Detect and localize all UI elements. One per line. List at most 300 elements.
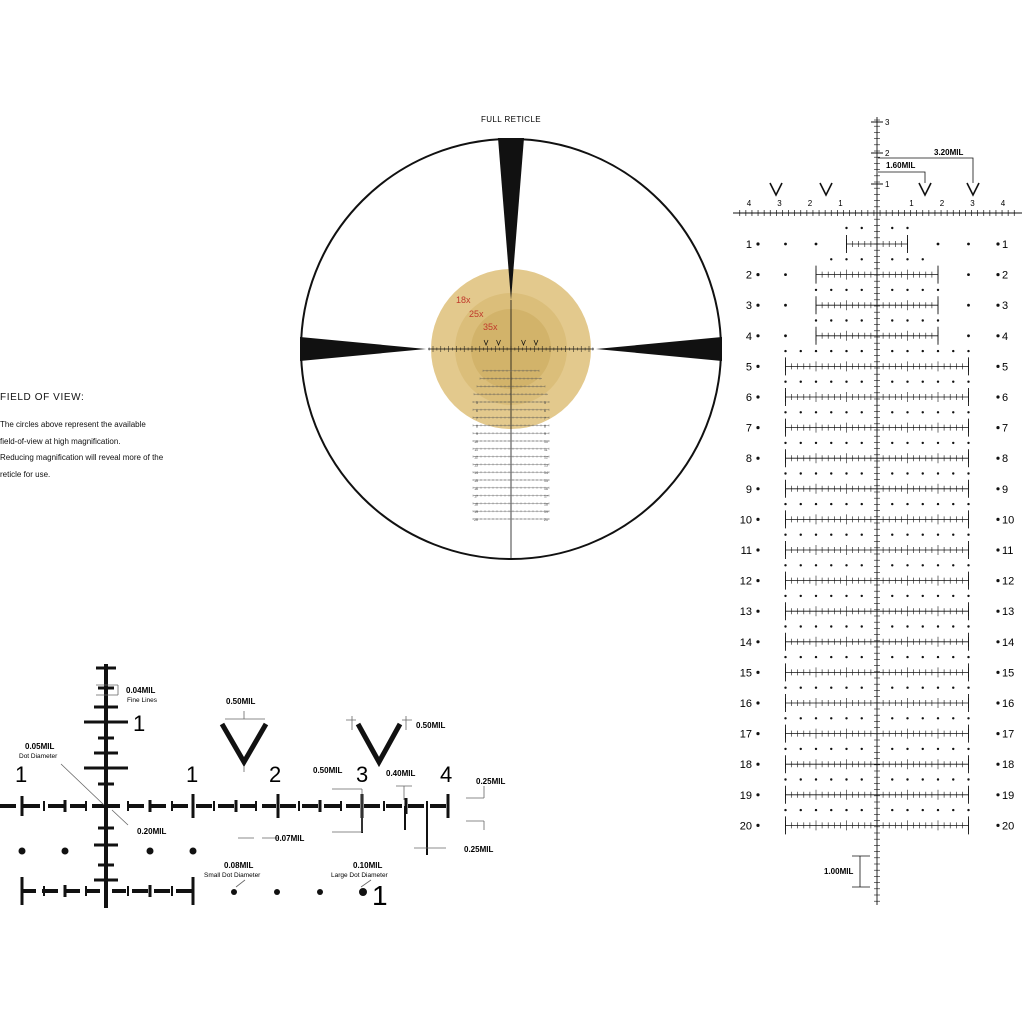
tree-half-dot: [967, 472, 969, 474]
tree-half-dot: [830, 503, 832, 505]
tree-half-dot: [815, 564, 817, 566]
tree-row-label-right: 19: [1002, 789, 1015, 802]
tree-edge-dot: [756, 793, 759, 796]
tree-half-dot: [830, 350, 832, 352]
mini-row-label: 18: [544, 502, 548, 507]
tree-half-dot: [891, 442, 893, 444]
tree-half-dot: [845, 472, 847, 474]
tree-half-dot: [800, 778, 802, 780]
tree-half-dot: [830, 687, 832, 689]
detail-b-tick: [192, 877, 195, 905]
tree-half-dot: [952, 442, 954, 444]
mini-row-label: 5: [544, 401, 546, 405]
tree-half-dot: [800, 687, 802, 689]
tree-half-dot: [922, 258, 924, 260]
tree-edge-dot: [756, 487, 759, 490]
tree-half-dot: [906, 534, 908, 536]
tree-half-dot: [800, 442, 802, 444]
detail-b-tick: [149, 885, 152, 897]
detail-b-segment: [22, 889, 36, 893]
tree-edge-dot: [756, 457, 759, 460]
detail-h-segment: [92, 804, 104, 808]
tree-half-dot: [952, 350, 954, 352]
mini-row-label: 14: [474, 471, 478, 476]
tree-half-dot: [815, 503, 817, 505]
tree-row-label-right: 17: [1002, 728, 1015, 741]
detail-small-dot: [317, 889, 323, 895]
detail-h-segment: [240, 804, 256, 808]
detail-vertical-hash: [94, 844, 118, 847]
tree-edge-dot: [996, 273, 999, 276]
tree-half-dot: [922, 564, 924, 566]
tree-half-dot: [815, 534, 817, 536]
tree-edge-dot: [756, 395, 759, 398]
tree-half-dot: [952, 778, 954, 780]
tree-half-dot: [967, 350, 969, 352]
tree-edge-dot: [996, 304, 999, 307]
tree-row-label-right: 9: [1002, 483, 1009, 496]
detail-vertical-hash: [98, 737, 114, 740]
callout-tick-25b: 0.25MIL: [464, 845, 494, 854]
detail-dot: [147, 848, 154, 855]
field-of-view-line: The circles above represent the available: [0, 420, 146, 429]
tree-edge-dot: [996, 334, 999, 337]
tree-half-dot: [784, 503, 786, 505]
tree-half-dot: [967, 411, 969, 413]
tree-half-dot: [815, 442, 817, 444]
tree-row-label-left: 11: [740, 545, 752, 557]
tree-half-dot: [891, 595, 893, 597]
detail-number-1-vertical: 1: [133, 711, 146, 736]
detail-h-subtick: [171, 801, 173, 811]
detail-h-tick: [192, 794, 195, 818]
tree-half-dot: [967, 748, 969, 750]
tree-row-label-right: 7: [1002, 422, 1009, 435]
tree-half-dot: [800, 809, 802, 811]
tree-half-dot: [815, 411, 817, 413]
tree-half-dot: [906, 411, 908, 413]
tree-callout-160: 1.60MIL: [886, 161, 916, 170]
tree-callout-320: 3.20MIL: [934, 148, 964, 157]
tree-row-label-left: 5: [745, 361, 752, 374]
tree-half-dot: [922, 809, 924, 811]
tree-half-dot: [861, 717, 863, 719]
detail-vertical-hash: [98, 827, 114, 830]
tree-half-dot: [922, 687, 924, 689]
tree-edge-dot: [756, 579, 759, 582]
tree-half-dot: [845, 411, 847, 413]
tree-half-dot: [861, 595, 863, 597]
tree-half-dot: [830, 411, 832, 413]
tree-half-dot: [784, 411, 786, 413]
tree-half-dot: [784, 472, 786, 474]
tree-callout-100: 1.00MIL: [824, 867, 854, 876]
detail-h-segment: [408, 804, 424, 808]
tree-half-dot: [830, 442, 832, 444]
tree-edge-dot: [756, 671, 759, 674]
detail-h-tick: [235, 800, 238, 812]
tree-h-number: 3: [777, 199, 782, 208]
tree-half-dot: [937, 809, 939, 811]
tree-row-label-left: 10: [739, 514, 752, 527]
detail-h-tick: [64, 800, 67, 812]
field-of-view-heading: FIELD OF VIEW:: [0, 392, 85, 403]
tree-half-dot: [891, 656, 893, 658]
tree-half-dot: [967, 809, 969, 811]
detail-dot: [62, 848, 69, 855]
mini-row-label: 19: [474, 510, 478, 515]
detail-h-segment: [280, 804, 296, 808]
tree-edge-dot: [996, 579, 999, 582]
detail-number-1-left: 1: [15, 762, 28, 787]
tree-half-dot: [967, 381, 969, 383]
callout-small-dot-value: 0.08MIL: [224, 861, 254, 870]
tree-edge-dot: [756, 824, 759, 827]
tree-half-dot: [815, 595, 817, 597]
tree-half-dot: [800, 411, 802, 413]
tree-row-label-right: 13: [1002, 606, 1015, 619]
tree-edge-dot: [996, 610, 999, 613]
detail-vertical-hash: [98, 783, 114, 786]
detail-vertical-hash: [84, 721, 128, 724]
detail-vertical-hash: [84, 767, 128, 770]
tree-half-dot: [937, 319, 939, 321]
tree-half-dot: [800, 564, 802, 566]
tree-row-label-left: 16: [739, 698, 752, 710]
tree-half-dot: [830, 319, 832, 321]
tree-half-dot: [784, 350, 786, 352]
tree-row-label-right: 10: [1002, 514, 1015, 527]
tree-half-dot: [815, 748, 817, 750]
tree-half-dot: [967, 503, 969, 505]
callout-large-dot-value: 0.10MIL: [353, 861, 383, 870]
mini-row-label: 7: [476, 416, 478, 421]
detail-h-segment: [22, 804, 40, 808]
tree-chevron: [770, 183, 782, 195]
tree-half-dot: [891, 472, 893, 474]
field-of-view-line: Reducing magnification will reveal more of the: [0, 453, 164, 462]
tree-edge-dot: [756, 518, 759, 521]
tree-half-dot: [922, 442, 924, 444]
detail-h-segment: [386, 804, 402, 808]
detail-h-droptick: [404, 806, 406, 830]
tree-half-dot: [967, 625, 969, 627]
tree-chevron: [967, 183, 979, 195]
tree-half-dot: [784, 809, 786, 811]
tree-half-dot: [800, 350, 802, 352]
tree-half-dot: [891, 748, 893, 750]
detail-b-subtick: [43, 886, 45, 896]
tree-half-dot: [784, 534, 786, 536]
tree-h-number: 2: [939, 199, 945, 208]
tree-edge-dot: [996, 763, 999, 766]
callout-gap: 0.07MIL: [275, 834, 305, 843]
detail-h-tick: [149, 800, 152, 812]
tree-row-label-right: 18: [1002, 759, 1015, 772]
tree-half-dot: [784, 778, 786, 780]
full-reticle: [300, 115, 722, 559]
tree-half-dot: [891, 534, 893, 536]
tree-half-dot: [952, 809, 954, 811]
mini-row-label: 13: [474, 463, 478, 468]
tree-row-label-right: 1: [1002, 239, 1009, 251]
tree-chevron: [919, 183, 931, 195]
tree-row-label-left: 15: [739, 667, 752, 680]
tree-half-dot: [861, 748, 863, 750]
callout-tick-25a: 0.25MIL: [476, 777, 506, 786]
tree-half-dot: [891, 717, 893, 719]
tree-half-dot: [952, 717, 954, 719]
callout-tick-50: 0.50MIL: [313, 766, 343, 775]
tree-edge-dot: [756, 334, 759, 337]
tree-half-dot: [845, 748, 847, 750]
tree-v-number: 1: [885, 180, 890, 189]
tree-half-dot: [937, 748, 939, 750]
detail-vertical-hash: [98, 687, 114, 690]
tree-edge-dot: [996, 395, 999, 398]
tree-half-dot: [830, 778, 832, 780]
tree-dot: [967, 334, 970, 337]
tree-edge-dot: [996, 701, 999, 704]
tree-half-dot: [845, 564, 847, 566]
tree-edge-dot: [996, 548, 999, 551]
tree-half-dot: [815, 778, 817, 780]
tree-half-dot: [906, 319, 908, 321]
tree-half-dot: [830, 595, 832, 597]
detail-b-segment: [86, 889, 100, 893]
detail-h-segment: [48, 804, 64, 808]
detail-h-subtick: [298, 801, 300, 811]
tree-half-dot: [891, 809, 893, 811]
tree-v-number: 3: [885, 118, 890, 127]
mini-row-label: 11: [544, 447, 548, 452]
tree-half-dot: [784, 687, 786, 689]
tree-half-dot: [830, 564, 832, 566]
tree-row-label-left: 3: [745, 300, 752, 313]
tree-edge-dot: [756, 365, 759, 368]
tree-h-number: 2: [807, 199, 813, 208]
callout-dot-diameter-value: 0.05MIL: [25, 742, 55, 751]
detail-diagram: [0, 664, 505, 911]
tree-half-dot: [906, 687, 908, 689]
tree-half-dot: [861, 258, 863, 260]
tree-half-dot: [952, 656, 954, 658]
tree-half-dot: [891, 227, 893, 229]
tree-half-dot: [800, 381, 802, 383]
tree-half-dot: [784, 717, 786, 719]
detail-h-tick: [21, 796, 24, 816]
tree-half-dot: [830, 625, 832, 627]
tree-dot: [784, 334, 787, 337]
mini-row-label: 19: [544, 510, 548, 515]
tree-half-dot: [967, 534, 969, 536]
tree-edge-dot: [996, 824, 999, 827]
tree-half-dot: [784, 595, 786, 597]
tree-half-dot: [800, 503, 802, 505]
full-reticle-title: FULL RETICLE: [480, 115, 542, 124]
tree-row-label-left: 19: [739, 789, 752, 802]
tree-edge-dot: [756, 273, 759, 276]
tree-half-dot: [800, 748, 802, 750]
tree-half-dot: [922, 656, 924, 658]
tree-half-dot: [830, 258, 832, 260]
mini-row-label: 9: [544, 432, 546, 437]
mini-row-label: 15: [544, 479, 548, 483]
tree-half-dot: [784, 381, 786, 383]
detail-number-4: 4: [440, 762, 453, 787]
tree-half-dot: [967, 717, 969, 719]
detail-horizontal-bar: [0, 794, 450, 855]
tree-edge-dot: [756, 701, 759, 704]
tree-half-dot: [891, 503, 893, 505]
tree-half-dot: [952, 381, 954, 383]
detail-h-tick: [319, 800, 322, 812]
tree-edge-dot: [996, 426, 999, 429]
detail-large-dot: [359, 888, 367, 896]
tree-half-dot: [906, 625, 908, 627]
tree-half-dot: [800, 534, 802, 536]
callout-fine-lines-value: 0.04MIL: [126, 686, 156, 695]
detail-b-subtick: [127, 886, 129, 896]
detail-h-segment: [150, 804, 166, 808]
tree-h-number: 3: [970, 199, 975, 208]
tree-dot: [784, 304, 787, 307]
tree-half-dot: [952, 534, 954, 536]
tree-half-dot: [937, 625, 939, 627]
tree-half-dot: [800, 472, 802, 474]
detail-h-subtick: [340, 801, 342, 811]
detail-h-segment: [364, 804, 380, 808]
detail-h-subtick: [43, 801, 45, 811]
detail-vertical-hash: [98, 864, 114, 867]
tree-row-label-right: 5: [1002, 361, 1009, 374]
tree-half-dot: [845, 319, 847, 321]
detail-number-1-bottom: 1: [372, 880, 388, 911]
tree-row-label-left: 6: [745, 392, 752, 404]
tree-edge-dot: [996, 365, 999, 368]
tree-half-dot: [937, 656, 939, 658]
tree-half-dot: [845, 717, 847, 719]
mini-row-label: 17: [544, 494, 548, 499]
tree-half-dot: [952, 472, 954, 474]
callout-large-dot-label: Large Dot Diameter: [331, 872, 388, 879]
callout-chevron-width: 0.50MIL: [226, 697, 256, 706]
tree-half-dot: [861, 564, 863, 566]
tree-half-dot: [815, 381, 817, 383]
detail-h-subtick: [127, 801, 129, 811]
detail-vertical-hash: [94, 752, 118, 755]
post-right: [596, 337, 722, 361]
tree-half-dot: [784, 625, 786, 627]
detail-b-tick: [21, 877, 24, 905]
mini-row-label: 17: [474, 494, 478, 499]
tree-row-label-right: 3: [1002, 300, 1009, 313]
tree-half-dot: [891, 289, 893, 291]
tree-row-label-left: 2: [745, 269, 752, 282]
mini-row-label: 10: [544, 440, 548, 444]
detail-dot: [19, 848, 26, 855]
detail-vertical-hash: [94, 706, 118, 709]
tree-edge-dot: [996, 671, 999, 674]
detail-vertical-bar: [104, 664, 108, 908]
christmas-tree-reticle: [733, 117, 1022, 905]
mini-row-label: 16: [544, 486, 548, 491]
tree-half-dot: [937, 442, 939, 444]
callout-fine-lines-label: Fine Lines: [127, 697, 157, 704]
detail-h-segment: [324, 804, 340, 808]
callout-dot-diameter-label: Dot Diameter: [19, 753, 58, 760]
tree-half-dot: [967, 564, 969, 566]
mini-row-label: 8: [544, 424, 546, 429]
tree-dot: [967, 243, 970, 246]
detail-h-segment: [172, 804, 188, 808]
tree-half-dot: [906, 227, 908, 229]
tree-half-dot: [891, 687, 893, 689]
tree-row-label-right: 6: [1002, 392, 1009, 404]
tree-half-dot: [830, 748, 832, 750]
tree-half-dot: [906, 564, 908, 566]
tree-h-number: 4: [746, 199, 752, 208]
tree-row-label-left: 13: [739, 606, 752, 619]
tree-half-dot: [967, 656, 969, 658]
tree-half-dot: [861, 350, 863, 352]
tree-half-dot: [891, 258, 893, 260]
detail-h-subtick: [383, 801, 385, 811]
tree-half-dot: [815, 687, 817, 689]
tree-half-dot: [830, 717, 832, 719]
mini-row-label: 15: [474, 479, 478, 483]
tree-row-label-left: 8: [745, 453, 752, 466]
detail-small-dot: [274, 889, 280, 895]
tree-half-dot: [845, 809, 847, 811]
post-left: [300, 337, 426, 361]
tree-half-dot: [861, 381, 863, 383]
mini-row-label: 13: [544, 463, 548, 468]
tree-h-number: 4: [1000, 199, 1006, 208]
detail-chevron-3: [358, 724, 400, 762]
tree-half-dot: [845, 289, 847, 291]
tree-half-dot: [861, 319, 863, 321]
detail-b-tick: [64, 885, 67, 897]
detail-h-tick: [447, 794, 450, 818]
tree-half-dot: [830, 381, 832, 383]
detail-number-2: 2: [269, 762, 282, 787]
callout-chevron-height: 0.50MIL: [416, 721, 446, 730]
tree-half-dot: [861, 503, 863, 505]
tree-half-dot: [922, 534, 924, 536]
tree-half-dot: [952, 625, 954, 627]
tree-half-dot: [906, 748, 908, 750]
detail-b-subtick: [85, 886, 87, 896]
tree-half-dot: [937, 381, 939, 383]
tree-half-dot: [845, 503, 847, 505]
tree-edge-dot: [996, 640, 999, 643]
tree-dot: [815, 243, 818, 246]
detail-b-segment: [176, 889, 192, 893]
tree-half-dot: [784, 656, 786, 658]
tree-half-dot: [922, 717, 924, 719]
detail-b-segment: [132, 889, 148, 893]
tree-row-label-left: 7: [745, 422, 752, 435]
tree-half-dot: [815, 656, 817, 658]
tree-edge-dot: [756, 640, 759, 643]
tree-half-dot: [845, 595, 847, 597]
tree-half-dot: [861, 411, 863, 413]
tree-half-dot: [937, 778, 939, 780]
tree-edge-dot: [756, 732, 759, 735]
tree-dot: [784, 243, 787, 246]
tree-half-dot: [784, 564, 786, 566]
